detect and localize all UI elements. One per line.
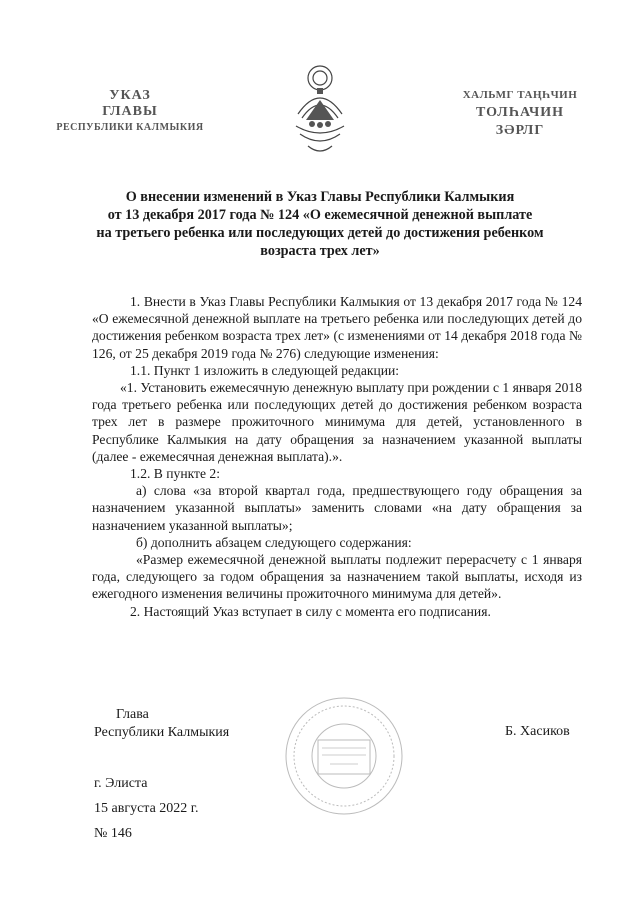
paragraph-2: 2. Настоящий Указ вступает в силу с момента его подписания. [130,603,491,619]
paragraph-1-2: 1.2. В пункте 2: [130,466,220,482]
header-left-block [40,88,220,136]
title-line: О внесении изменений в Указ Главы Республики Калмыкия [125,189,515,205]
issue-place: г. Элиста [94,776,148,791]
official-stamp-icon [282,694,406,818]
decree-number: № 146 [94,826,132,841]
paragraph-1-2-b-text: «Размер ежемесячной денежной выплаты подлежит перерасчету с 1 января года, следующего за годом обращения за назначением такой выплаты, исходя из ежегодного изменения величины прожиточного минимума для детей». [92,552,582,602]
header-left-line-2: ГЛАВЫ [102,104,158,119]
kalmykia-coat-of-arms-icon [288,62,352,162]
header-right-line-2: ТОЛҺАЧИН [475,105,565,120]
signatory-name: Б. Хасиков [505,724,570,739]
signatory-post-line-2: Республики Калмыкия [94,724,230,740]
paragraph-1-2-b: б) дополнить абзацем следующего содержания: [136,534,412,550]
header-right-line-1: ХАЛЬМГ ТАҢҺЧИН [462,89,578,101]
header-left-line-3: РЕСПУБЛИКИ КАЛМЫКИЯ [56,122,204,133]
header-left-line-1: УКАЗ [109,88,151,103]
signatory-post [94,706,229,741]
issue-date: 15 августа 2022 г. [94,801,199,816]
paragraph-1: 1. Внести в Указ Главы Республики Калмыкия от 13 декабря 2017 года № 124 «О ежемесячной денежной выплате на третьего ребенка или последующих детей до достижения ребенком возраста трех лет» (с изменениями от 14 декабря 2018 года № 126, от 25 декабря 2019 года № 276) следующие изменения: [92,294,582,361]
decree-title [70,188,570,260]
header-right-line-3: ЗӘРЛГ [495,123,545,138]
paragraph-1-1: 1.1. Пункт 1 изложить в следующей редакции: [130,362,400,378]
header-right-block [440,86,600,140]
signatory-post-line-1: Глава [116,707,149,722]
paragraph-1-2-a: а) слова «за второй квартал года, предшествующего году обращения за назначением указанной выплаты» заменить словами «на дату обращения за назначением указанной выплаты»; [92,483,582,533]
title-line: от 13 декабря 2017 года № 124 «О ежемесячной денежной выплате [107,207,533,223]
title-line: возраста трех лет» [260,243,380,259]
title-line: на третьего ребенка или последующих детей до достижения ребенком [96,225,544,241]
decree-body [92,293,582,620]
paragraph-1-1-text: «1. Установить ежемесячную денежную выплату при рождении с 1 января 2018 года третьего ребенка или последующих детей до достижения ребенком возраста трех лет в размере прожиточного минимума для детей, установленного в Республике Калмыкия на дату обращения за назначением указанной выплаты (далее - ежемесячная денежная выплата).». [92,380,583,464]
